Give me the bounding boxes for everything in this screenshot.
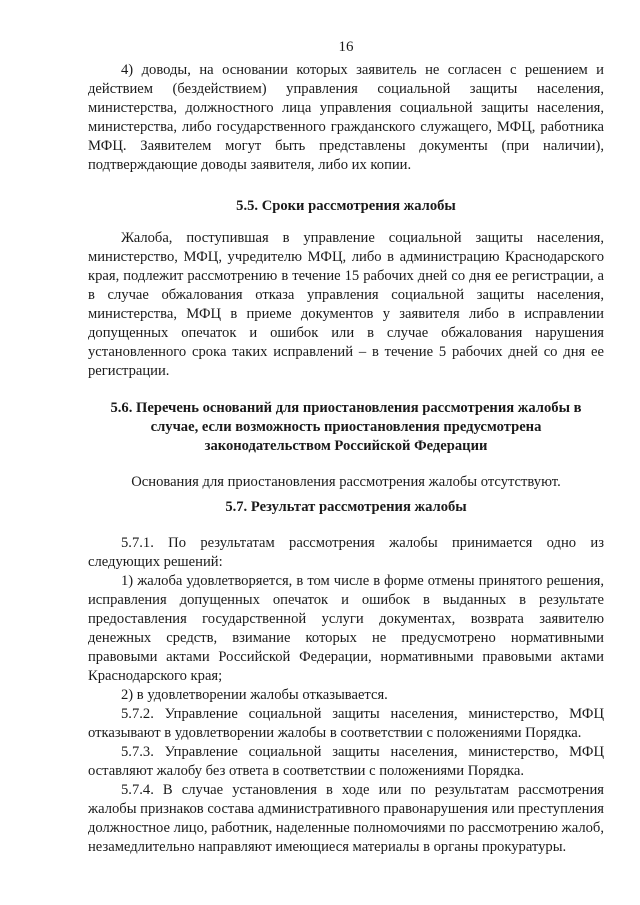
paragraph-5-5: Жалоба, поступившая в управление социальной защиты населения, министерство, МФЦ, учредителю МФЦ, либо в администрацию Краснодарского края, подлежит рассмотрению в течение 15 рабочих дней со дня ее регистрации, а в случае обжалования отказа управления социальной защиты населения, министерства, МФЦ в приеме документов у заявителя либо в исправлении допущенных опечаток и ошибок или в случае обжалования нарушения установленного срока таких исправлений – в течение 5 рабочих дней со дня ее регистрации.	[88, 230, 604, 379]
paragraph-5-7-1: 5.7.1. По результатам рассмотрения жалобы принимается одно из следующих решений:	[88, 535, 604, 570]
heading-5-7: 5.7. Результат рассмотрения жалобы	[225, 499, 467, 515]
paragraph-5-7-2: 5.7.2. Управление социальной защиты населения, министерство, МФЦ отказывают в удовлетворении жалобы в соответствии с положениями Порядка.	[88, 706, 604, 741]
paragraph-item-4: 4) доводы, на основании которых заявитель не согласен с решением и действием (бездействием) управления социальной защиты населения, министерства, должностного лица управления социальной защиты населения, министерства, либо государственного гражданского служащего, МФЦ, работника МФЦ. Заявителем могут быть представлены документы (при наличии), подтверждающие доводы заявителя, либо их копии.	[88, 62, 604, 173]
heading-5-5: 5.5. Сроки рассмотрения жалобы	[236, 198, 456, 214]
page-number: 16	[338, 39, 354, 55]
heading-5-6: 5.6. Перечень оснований для приостановления рассмотрения жалобы в случае, если возможность приостановления предусмотрена законодательством Российской Федерации	[110, 400, 582, 454]
list-item-decision-1: 1) жалоба удовлетворяется, в том числе в форме отмены принятого решения, исправления допущенных опечаток и ошибок в выданных в результате предоставления государственной услуги документах, возврата заявителю денежных средств, взимание которых не предусмотрено нормативными правовыми актами Российской Федерации, нормативными правовыми актами Краснодарского края;	[88, 573, 604, 684]
paragraph-5-7-4: 5.7.4. В случае установления в ходе или по результатам рассмотрения жалобы признаков состава административного правонарушения или преступления должностное лицо, работник, наделенные полномочиями по рассмотрению жалоб, незамедлительно направляют имеющиеся материалы в органы прокуратуры.	[88, 782, 604, 855]
paragraph-5-6: Основания для приостановления рассмотрения жалобы отсутствуют.	[131, 474, 561, 490]
list-item-decision-2: 2) в удовлетворении жалобы отказывается.	[121, 687, 388, 703]
paragraph-5-7-3: 5.7.3. Управление социальной защиты населения, министерство, МФЦ оставляют жалобу без ответа в соответствии с положениями Порядка.	[88, 744, 604, 779]
